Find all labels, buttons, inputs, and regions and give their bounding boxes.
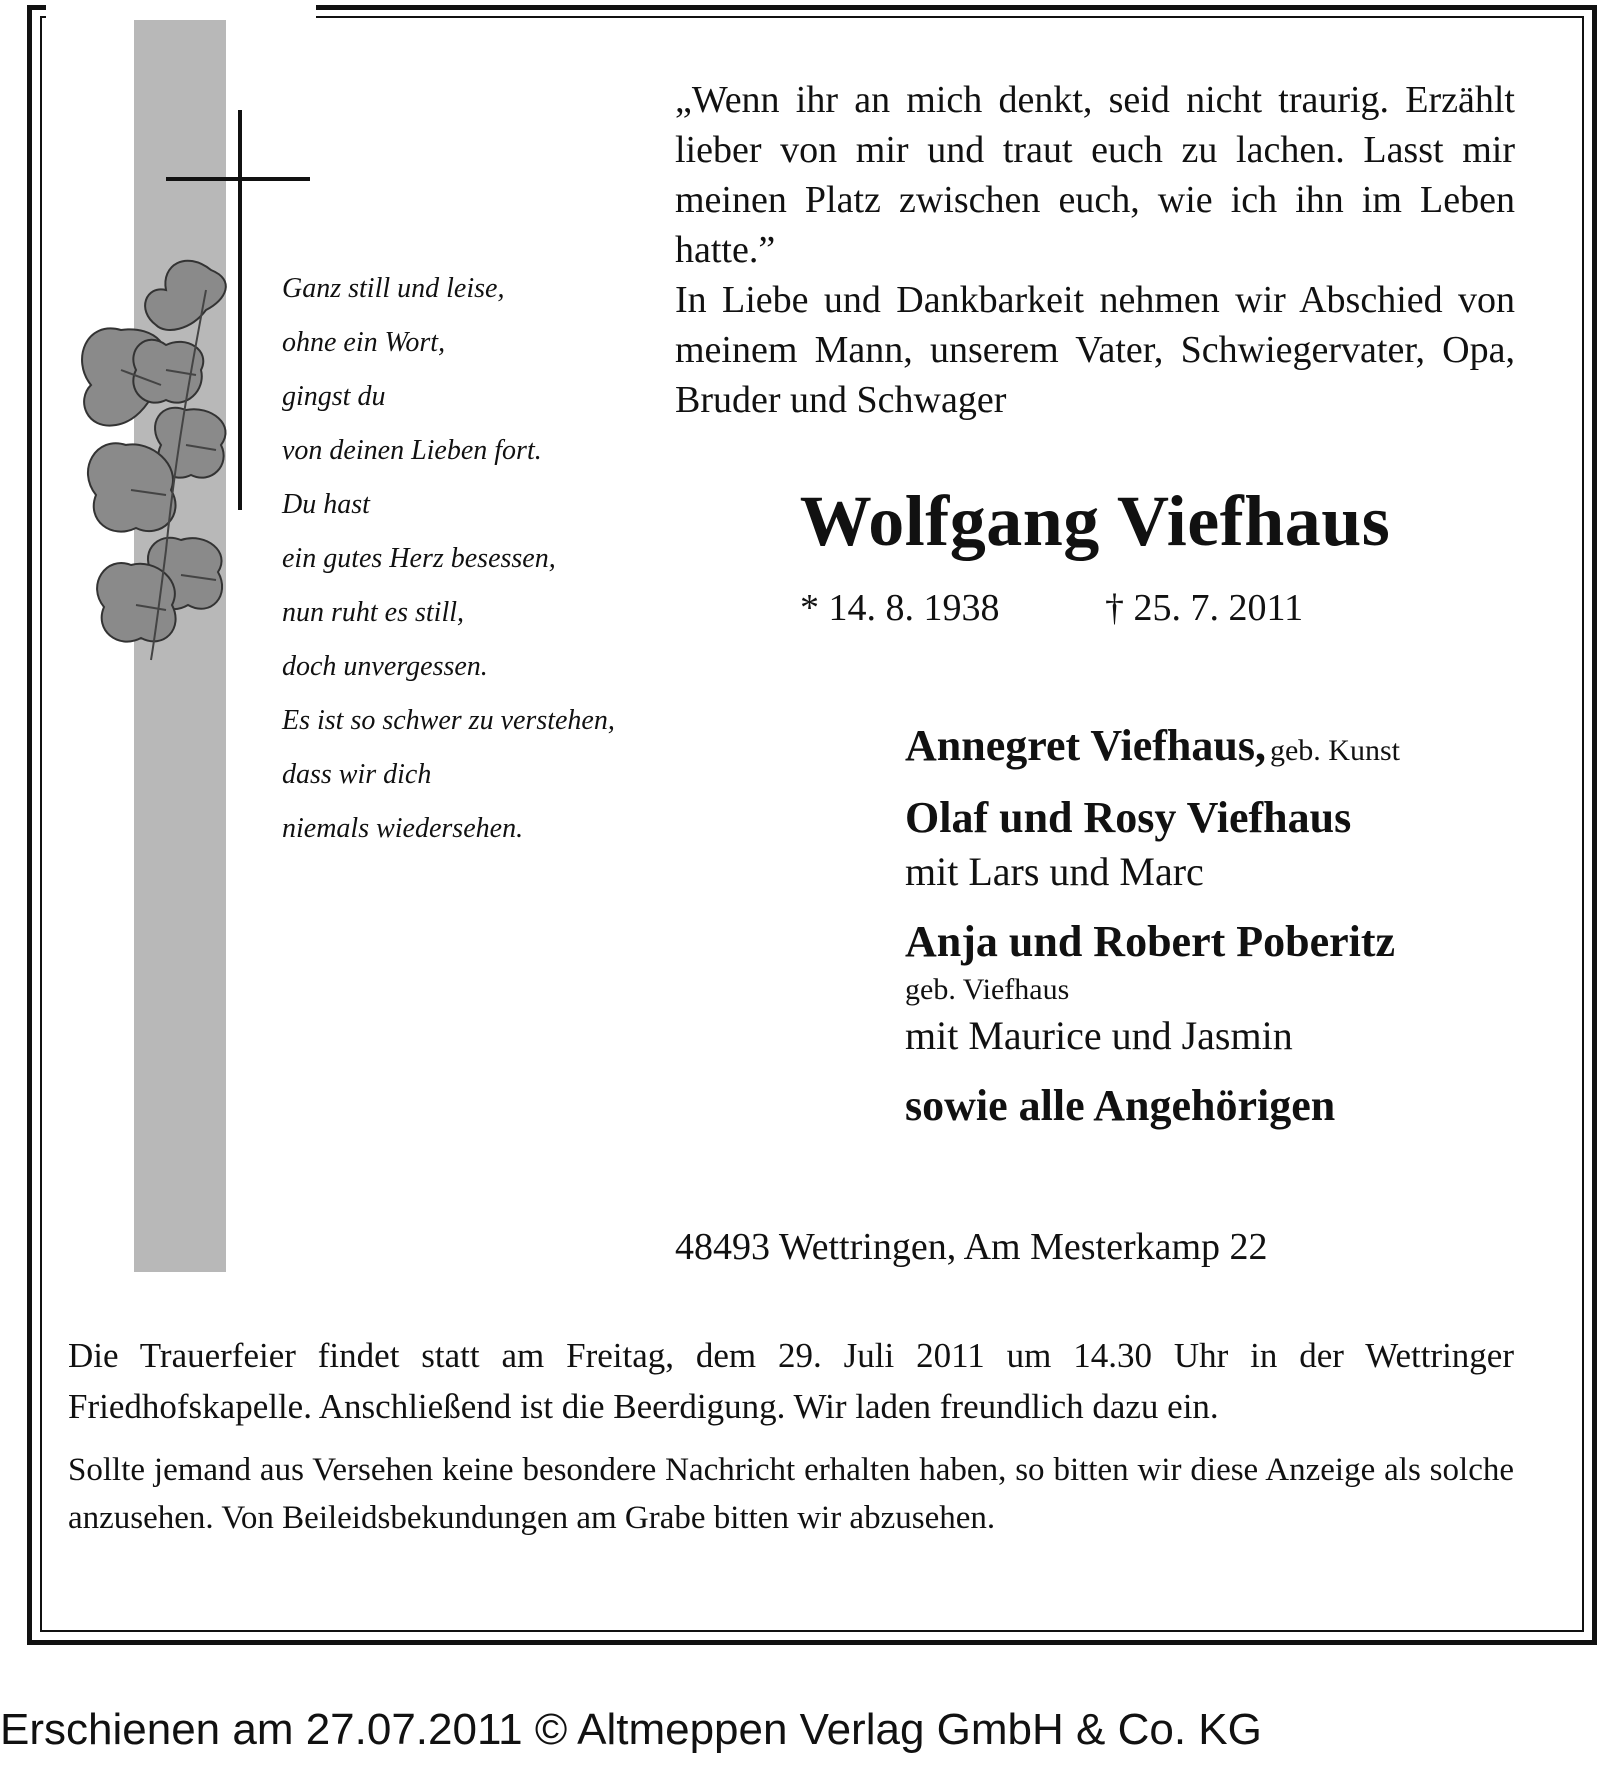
border-gap [46, 0, 316, 20]
poem-line: ohne ein Wort, [282, 327, 446, 358]
quote-block [675, 75, 1515, 425]
poem-line: Du hast [282, 489, 370, 520]
others-text: sowie alle Angehörigen [905, 1081, 1336, 1130]
poem-line: ein gutes Herz besessen, [282, 543, 556, 574]
notice-block [68, 1330, 1514, 1556]
birth-date: * 14. 8. 1938 [800, 587, 1000, 629]
poem-line: Es ist so schwer zu verstehen, [282, 705, 615, 736]
poem [282, 262, 662, 856]
wife-name: Annegret Viefhaus, [905, 721, 1266, 770]
family-wife [905, 718, 1525, 774]
son-name: Olaf und Rosy Viefhaus [905, 793, 1352, 842]
poem-line: nun ruht es still, [282, 597, 465, 628]
farewell-text: In Liebe und Dankbarkeit nehmen wir Abschied von meinem Mann, unserem Vater, Schwiegervater, Opa, Bruder und Schwager [675, 279, 1515, 421]
family-son [905, 790, 1525, 898]
family-others [905, 1078, 1525, 1134]
deceased-name: Wolfgang Viefhaus [799, 481, 1391, 561]
death-date: † 25. 7. 2011 [1105, 587, 1304, 629]
poem-line: Ganz still und leise, [282, 273, 505, 304]
ivy-leaves-icon [66, 250, 276, 670]
daughter-children: mit Maurice und Jasmin [905, 1013, 1293, 1058]
daughter-maiden-name: geb. Viefhaus [905, 973, 1070, 1006]
wife-maiden-name: geb. Kunst [1269, 734, 1400, 767]
poem-line: doch unvergessen. [282, 651, 488, 682]
poem-line: dass wir dich [282, 759, 432, 790]
poem-line: niemals wiedersehen. [282, 813, 524, 844]
family-list [905, 718, 1525, 1150]
son-children: mit Lars und Marc [905, 849, 1204, 894]
quote-text: „Wenn ihr an mich denkt, seid nicht traurig. Erzählt lieber von mir und traut euch zu lachen. Lasst mir meinen Platz zwischen euch, wie ich ihn im Leben hatte.” [675, 79, 1515, 271]
poem-line: von deinen Lieben fort. [282, 435, 542, 466]
address: 48493 Wettringen, Am Mesterkamp 22 [675, 1226, 1268, 1268]
family-daughter [905, 914, 1525, 1062]
ceremony-notice: Die Trauerfeier findet statt am Freitag, dem 29. Juli 2011 um 14.30 Uhr in der Wettringer Friedhofskapelle. Anschließend ist die Beerdigung. Wir laden freundlich dazu ein. [68, 1336, 1514, 1426]
message-notice: Sollte jemand aus Versehen keine besondere Nachricht erhalten haben, so bitten wir diese Anzeige als solche anzusehen. Von Beileidsbekundungen am Grabe bitten wir abzusehen. [68, 1452, 1514, 1536]
daughter-name: Anja und Robert Poberitz [905, 917, 1396, 966]
publication-footer: Erschienen am 27.07.2011 © Altmeppen Verlag GmbH & Co. KG [0, 1705, 1262, 1754]
life-dates [800, 586, 1303, 630]
poem-line: gingst du [282, 381, 386, 412]
